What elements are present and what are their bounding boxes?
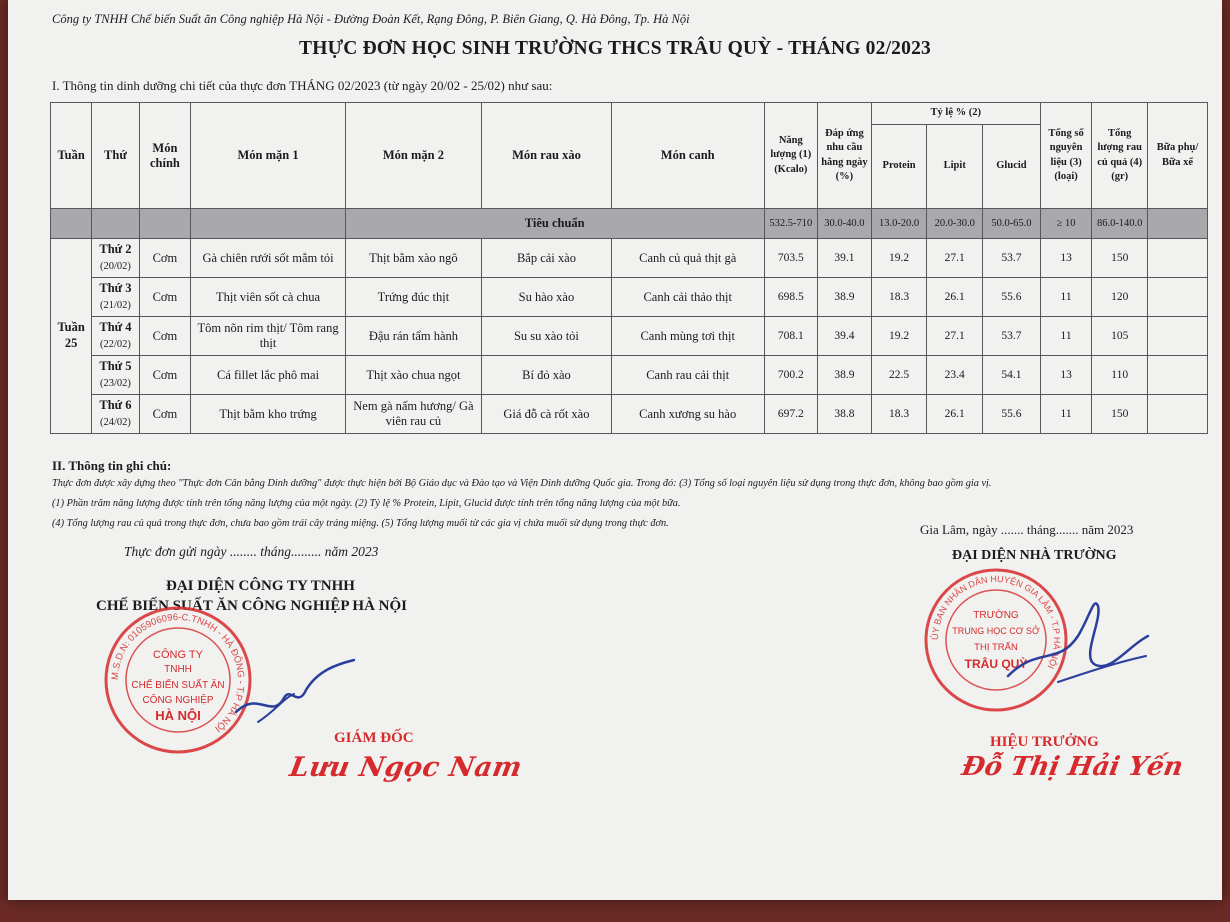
stirfry-cell: Bắp cải xào <box>481 239 611 278</box>
day-label: Thứ 5 <box>99 359 132 374</box>
glucid-cell: 54.1 <box>983 356 1041 395</box>
protein-cell: 22.5 <box>871 356 927 395</box>
header-day: Thứ <box>92 103 139 209</box>
section-1-heading: I. Thông tin dinh dưỡng chi tiết của thực đơn THÁNG 02/2023 (từ ngày 20/02 - 25/02) như sau: <box>52 78 553 93</box>
stamp-line: HÀ NỘI <box>155 708 201 723</box>
header-savory-2: Món mặn 2 <box>345 103 481 209</box>
day-cell <box>92 239 139 278</box>
lipid-cell: 27.1 <box>927 239 983 278</box>
ingredients-cell: 11 <box>1040 395 1092 434</box>
day-cell <box>92 317 139 356</box>
daily-need-cell: 38.8 <box>818 395 872 434</box>
day-date: (20/02) <box>99 261 131 272</box>
standard-label: Tiêu chuẩn <box>345 209 764 239</box>
protein-cell: 19.2 <box>871 239 927 278</box>
ingredients-cell: 11 <box>1040 317 1092 356</box>
day-cell <box>92 356 139 395</box>
director-title: GIÁM ĐỐC <box>334 730 414 746</box>
day-label: Thứ 4 <box>99 320 132 335</box>
snack-cell <box>1148 356 1208 395</box>
menu-table <box>50 102 1208 434</box>
energy-cell: 698.5 <box>764 278 818 317</box>
energy-cell: 703.5 <box>764 239 818 278</box>
header-week: Tuần <box>51 103 92 209</box>
day-date: (21/02) <box>99 300 131 311</box>
ingredients-cell: 13 <box>1040 356 1092 395</box>
energy-cell: 700.2 <box>764 356 818 395</box>
savory1-cell: Thịt viên sốt cà chua <box>191 278 346 317</box>
soup-cell: Canh mùng tơi thịt <box>611 317 764 356</box>
stamp-line: CHẾ BIẾN SUẤT ĂN <box>131 680 225 691</box>
stamp-line: TRƯỜNG <box>973 610 1019 621</box>
stirfry-cell: Su su xào tỏi <box>481 317 611 356</box>
stamp-line: CÔNG TY <box>153 649 203 661</box>
stamp-line: THỊ TRẤN <box>974 642 1018 653</box>
day-date: (24/02) <box>99 417 131 428</box>
company-address: Công ty TNHH Chế biến Suất ăn Công nghiệp Hà Nội - Đường Đoàn Kết, Rạng Đông, P. Biên Giang, Q. Hà Đông, Tp. Hà Nội <box>52 12 690 26</box>
vegetables-cell: 120 <box>1092 278 1148 317</box>
lipid-cell: 26.1 <box>927 395 983 434</box>
header-ratio: Tỷ lệ % (2) <box>871 103 1040 125</box>
note-line: (4) Tổng lượng rau củ quả trong thực đơn, chưa bao gồm trái cây tráng miệng. (5) Tổng lượng muối từ các gia vị chứa muối sử dụng trong thực đơn. <box>52 518 669 529</box>
standard-vegetables: 86.0-140.0 <box>1092 209 1148 239</box>
vegetables-cell: 150 <box>1092 395 1148 434</box>
director-name: Lưu Ngọc Nam <box>287 752 525 783</box>
snack-cell <box>1148 239 1208 278</box>
company-stamp-ring-text: M.S.D.N: 0105906096-C.TNHH - HÀ ĐÔNG - T.P HÀ NỘI <box>109 611 247 735</box>
savory2-cell: Thịt xào chua ngọt <box>345 356 481 395</box>
stamp-line: TRUNG HỌC CƠ SỞ <box>952 626 1040 636</box>
savory2-cell: Nem gà nấm hương/ Gà viên rau củ <box>345 395 481 434</box>
header-vegetables: Tổng lượng rau củ quả (4) (gr) <box>1092 103 1148 209</box>
soup-cell: Canh rau cải thịt <box>611 356 764 395</box>
header-lipid: Lipit <box>927 125 983 209</box>
soup-cell: Canh củ quả thịt gà <box>611 239 764 278</box>
header-energy: Năng lượng (1) (Kcalo) <box>764 103 818 209</box>
standard-ingredients: ≥ 10 <box>1040 209 1092 239</box>
header-stirfry: Món rau xào <box>481 103 611 209</box>
savory1-cell: Thịt bằm kho trứng <box>191 395 346 434</box>
main-dish-cell: Cơm <box>139 239 191 278</box>
savory2-cell: Đậu rán tẩm hành <box>345 317 481 356</box>
director-signature-scribble <box>228 650 368 730</box>
savory1-cell: Cá fillet lắc phô mai <box>191 356 346 395</box>
section-2-heading: II. Thông tin ghi chú: <box>52 458 172 473</box>
glucid-cell: 53.7 <box>983 317 1041 356</box>
energy-cell: 697.2 <box>764 395 818 434</box>
snack-cell <box>1148 395 1208 434</box>
signing-date: Gia Lâm, ngày ....... tháng....... năm 2023 <box>920 522 1134 537</box>
soup-cell: Canh xương su hào <box>611 395 764 434</box>
standard-row <box>51 209 1208 239</box>
table-row <box>51 278 1208 317</box>
company-representative-name: CHẾ BIẾN SUẤT ĂN CÔNG NGHIỆP HÀ NỘI <box>96 598 408 614</box>
day-label: Thứ 6 <box>99 398 132 413</box>
savory2-cell: Thịt bằm xào ngô <box>345 239 481 278</box>
lipid-cell: 23.4 <box>927 356 983 395</box>
energy-cell: 708.1 <box>764 317 818 356</box>
glucid-cell: 55.6 <box>983 278 1041 317</box>
lipid-cell: 27.1 <box>927 317 983 356</box>
vegetables-cell: 110 <box>1092 356 1148 395</box>
protein-cell: 18.3 <box>871 395 927 434</box>
day-label: Thứ 2 <box>99 242 132 257</box>
ingredients-cell: 13 <box>1040 239 1092 278</box>
standard-daily-need: 30.0-40.0 <box>818 209 872 239</box>
menu-document <box>8 0 1222 900</box>
standard-lipid: 20.0-30.0 <box>927 209 983 239</box>
table-row <box>51 356 1208 395</box>
company-representative-title: ĐẠI DIỆN CÔNG TY TNHH <box>166 578 355 594</box>
header-main-dish: Món chính <box>139 103 191 209</box>
daily-need-cell: 39.4 <box>818 317 872 356</box>
savory2-cell: Trứng đúc thịt <box>345 278 481 317</box>
glucid-cell: 55.6 <box>983 395 1041 434</box>
day-cell <box>92 395 139 434</box>
week-label: Tuần 25 <box>51 239 92 434</box>
sent-date: Thực đơn gửi ngày ........ tháng......... năm 2023 <box>124 544 379 559</box>
day-date: (23/02) <box>99 378 131 389</box>
daily-need-cell: 38.9 <box>818 278 872 317</box>
main-dish-cell: Cơm <box>139 317 191 356</box>
ingredients-cell: 11 <box>1040 278 1092 317</box>
protein-cell: 19.2 <box>871 317 927 356</box>
stamp-line: CÔNG NGHIỆP <box>142 695 214 706</box>
day-date: (22/02) <box>99 339 131 350</box>
header-ingredients: Tổng số nguyên liệu (3) (loại) <box>1040 103 1092 209</box>
table-row <box>51 395 1208 434</box>
table-row <box>51 317 1208 356</box>
standard-protein: 13.0-20.0 <box>871 209 927 239</box>
glucid-cell: 53.7 <box>983 239 1041 278</box>
note-line: Thực đơn được xây dựng theo "Thực đơn Cân bằng Dinh dưỡng" được thực hiện bởi Bộ Giáo dục và Đào tạo và Viện Dinh dưỡng Quốc gia. Trong đó: (3) Tổng số loại nguyên liệu sử dụng trong thực đơn, không bao gồm gia vị. <box>52 478 992 489</box>
school-representative-title: ĐẠI DIỆN NHÀ TRƯỜNG <box>952 548 1117 563</box>
snack-cell <box>1148 278 1208 317</box>
stirfry-cell: Bí đỏ xào <box>481 356 611 395</box>
stamp-line: TRÂU QUỲ <box>964 657 1028 671</box>
header-glucid: Glucid <box>983 125 1041 209</box>
standard-glucid: 50.0-65.0 <box>983 209 1041 239</box>
principal-title: HIỆU TRƯỞNG <box>990 734 1099 750</box>
header-snack: Bữa phụ/ Bữa xế <box>1148 103 1208 209</box>
day-cell <box>92 278 139 317</box>
snack-cell <box>1148 317 1208 356</box>
principal-signature-scribble <box>998 586 1158 696</box>
lipid-cell: 26.1 <box>927 278 983 317</box>
stirfry-cell: Giá đỗ cà rốt xào <box>481 395 611 434</box>
page-title: THỰC ĐƠN HỌC SINH TRƯỜNG THCS TRÂU QUỲ - THÁNG 02/2023 <box>299 38 931 59</box>
stamp-line: TNHH <box>164 664 192 675</box>
header-daily-need: Đáp ứng nhu cầu hằng ngày (%) <box>818 103 872 209</box>
main-dish-cell: Cơm <box>139 356 191 395</box>
protein-cell: 18.3 <box>871 278 927 317</box>
main-dish-cell: Cơm <box>139 395 191 434</box>
stirfry-cell: Su hào xào <box>481 278 611 317</box>
main-dish-cell: Cơm <box>139 278 191 317</box>
header-protein: Protein <box>871 125 927 209</box>
soup-cell: Canh cải thảo thịt <box>611 278 764 317</box>
daily-need-cell: 38.9 <box>818 356 872 395</box>
standard-energy: 532.5-710 <box>764 209 818 239</box>
day-label: Thứ 3 <box>99 281 132 296</box>
school-stamp-ring-text: ỦY BAN NHÂN DÂN HUYỆN GIA LÂM - T.P HÀ NỘI <box>929 573 1063 671</box>
principal-name: Đỗ Thị Hải Yến <box>959 752 1186 782</box>
vegetables-cell: 150 <box>1092 239 1148 278</box>
daily-need-cell: 39.1 <box>818 239 872 278</box>
savory1-cell: Gà chiên rưới sốt mắm tỏi <box>191 239 346 278</box>
header-savory-1: Món mặn 1 <box>191 103 346 209</box>
table-row <box>51 239 1208 278</box>
savory1-cell: Tôm nõn rim thịt/ Tôm rang thịt <box>191 317 346 356</box>
vegetables-cell: 105 <box>1092 317 1148 356</box>
header-soup: Món canh <box>611 103 764 209</box>
note-line: (1) Phần trăm năng lượng được tính trên tổng năng lượng của một ngày. (2) Tỷ lệ % Protein, Lipit, Glucid được tính trên tổng năng lượng của một bữa. <box>52 498 681 509</box>
